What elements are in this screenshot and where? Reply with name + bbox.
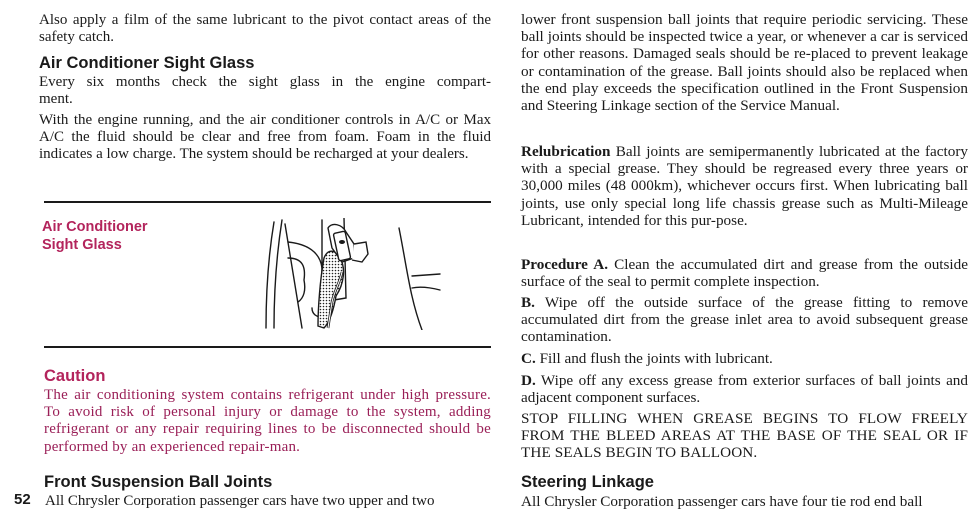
procedure-a <box>521 256 968 290</box>
sight-glass-para2: With the engine running, and the air conditioner controls in A/C or Max A/C the fluid should be clear and free from foam. Foam in the fluid indicates a low charge. The system should be recharged at your dealers. <box>39 112 491 163</box>
procedure-c-text: Fill and flush the joints with lubricant. <box>535 350 773 367</box>
page-number: 52 <box>14 491 31 508</box>
procedure-a-text: Clean the accumulated dirt and grease from the outside surface of the seal to permit complete inspection. <box>521 256 968 291</box>
steering-linkage-heading: Steering Linkage <box>521 473 654 491</box>
figure-label <box>42 218 148 254</box>
sight-glass-illustration <box>262 218 452 330</box>
ball-joints-heading: Front Suspension Ball Joints <box>44 473 273 491</box>
sight-glass-para1-line1: Every six months check the sight glass in the engine compart- <box>39 74 491 90</box>
figure-label-line2: Sight Glass <box>42 237 122 253</box>
stop-filling-warning: STOP FILLING WHEN GREASE BEGINS TO FLOW FREELY FROM THE BLEED AREAS AT THE BASE OF THE SEAL OR IF THE SEALS BEGIN TO BALLOON. <box>521 410 968 462</box>
figure-top-rule <box>44 201 491 203</box>
steering-linkage-text: All Chrysler Corporation passenger cars have four tie rod end ball <box>521 493 923 510</box>
caution-text: The air conditioning system contains refrigerant under high pressure. To avoid risk of personal injury or damage to the system, adding refrigerant or any repair requiring lines to be disconnected should be performed by an experienced repair-man. <box>44 387 491 455</box>
procedure-b-lead: B. <box>521 294 535 311</box>
procedure-c <box>521 350 968 367</box>
ball-joints-text: All Chrysler Corporation passenger cars have two upper and two <box>45 493 435 509</box>
procedure-b <box>521 294 968 346</box>
procedure-b-text: Wipe off the outside surface of the grease fitting to remove accumulated dirt from the grease inlet area to avoid subsequent grease contamination. <box>521 294 968 346</box>
caution-heading: Caution <box>44 367 106 385</box>
relubrication-paragraph <box>521 143 968 229</box>
relubrication-text: Ball joints are semipermanently lubricated at the factory with a special grease. They should be regreased every three years or 30,000 miles (48 000km), whichever occurs first. When lubricating ball joints, use only special long life chassis grease such as Multi-Mileage Lubricant, intended for this pur-pose. <box>521 143 968 229</box>
ball-joints-continued: lower front suspension ball joints that require periodic servicing. These ball joints should be inspected twice a year, or whenever a car is serviced for other reasons. Damaged seals should be re-placed to prevent leakage or contamination of the grease. Ball joints should also be replaced when the end play exceeds the specification outlined in the Front Suspension and Steering Linkage section of the Service Manual. <box>521 11 968 115</box>
sight-glass-para1-line2: ment. <box>39 91 73 107</box>
procedure-d-text: Wipe off any excess grease from exterior surfaces of ball joints and adjacent component surfaces. <box>521 372 968 407</box>
procedure-d <box>521 372 968 406</box>
figure-label-line1: Air Conditioner <box>42 219 148 235</box>
procedure-a-lead: Procedure A. <box>521 256 609 273</box>
relubrication-lead: Relubrication <box>521 143 611 160</box>
intro-paragraph: Also apply a film of the same lubricant to the pivot contact areas of the safety catch. <box>39 12 491 46</box>
figure-bottom-rule <box>44 346 491 348</box>
procedure-c-lead: C. <box>521 350 536 367</box>
sight-glass-heading: Air Conditioner Sight Glass <box>39 54 255 72</box>
procedure-d-lead: D. <box>521 372 536 389</box>
